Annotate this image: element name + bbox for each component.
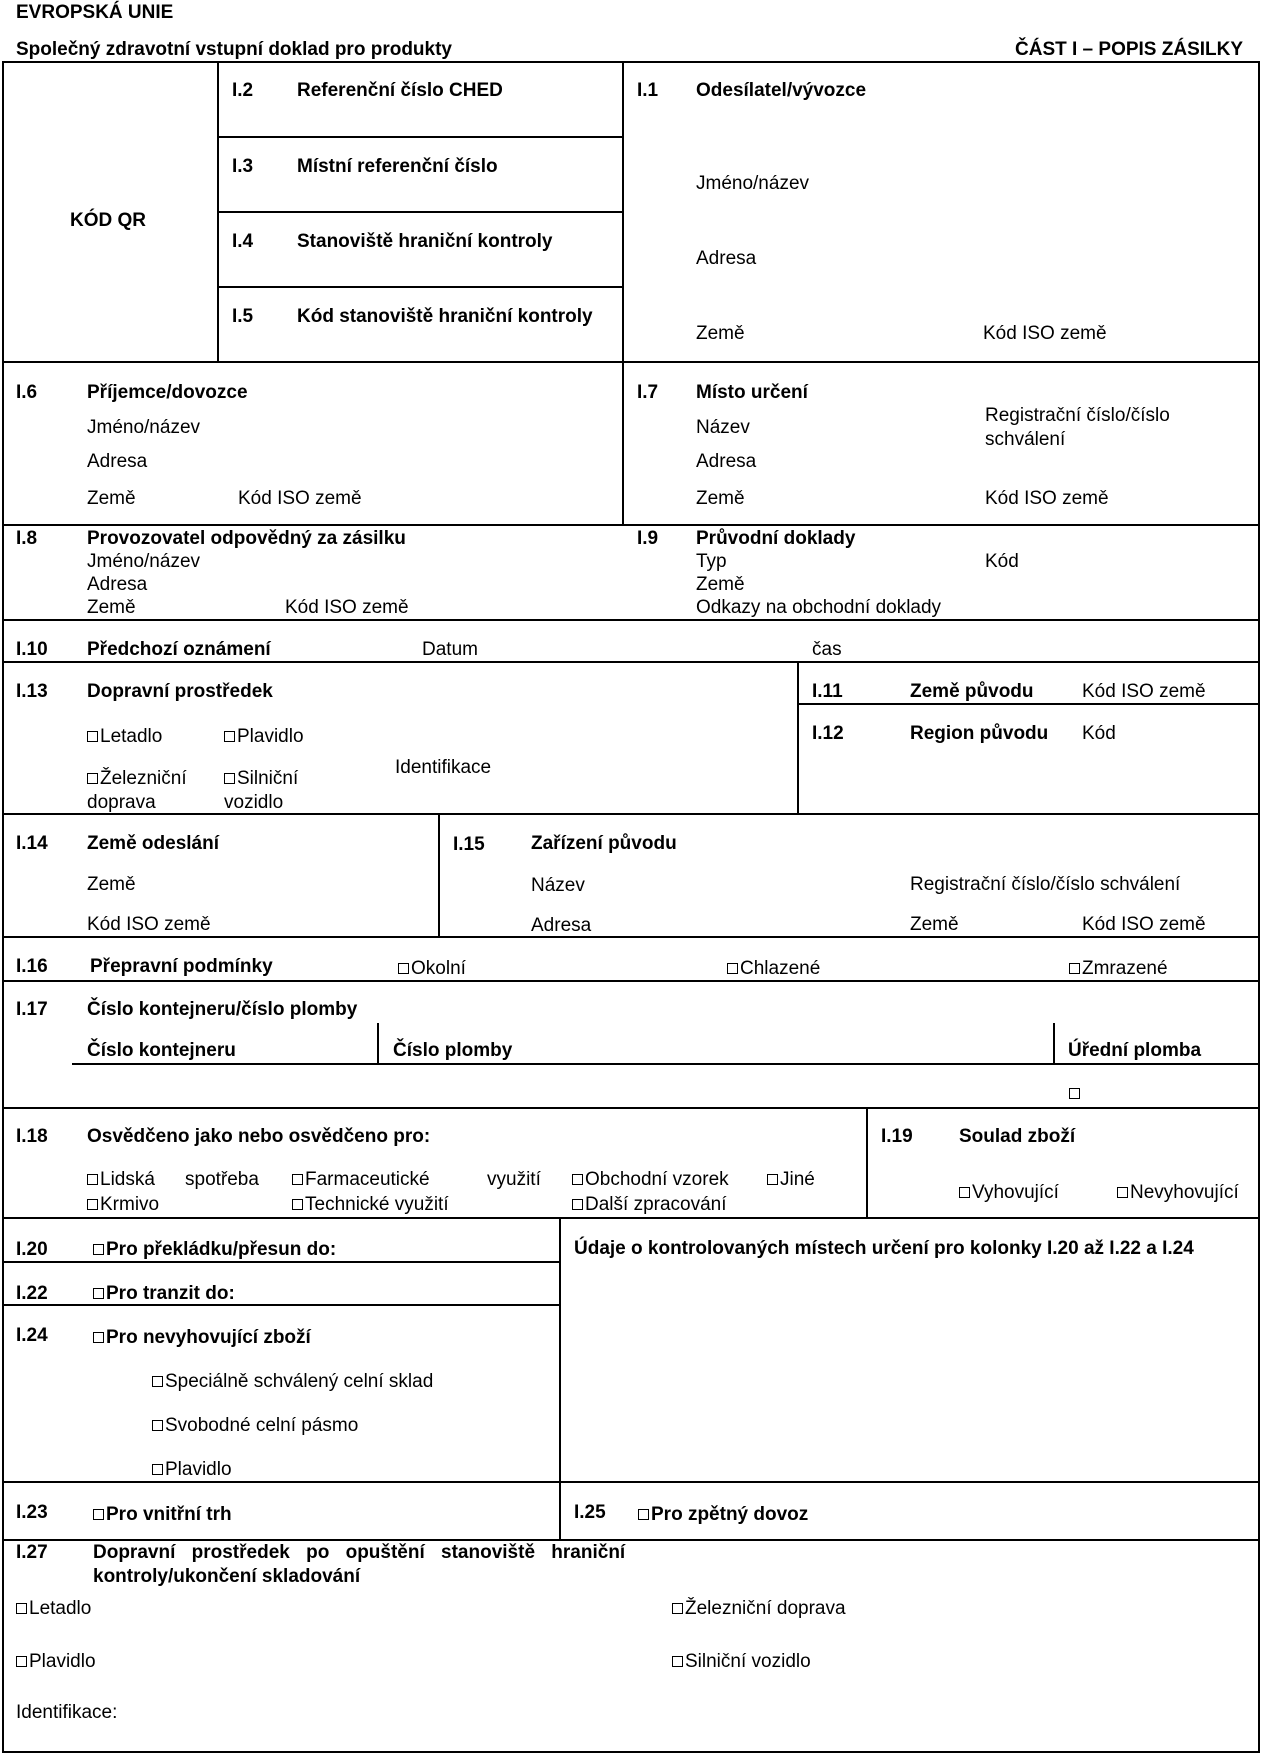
i3-number: I.3 bbox=[232, 156, 254, 177]
i18-number: I.18 bbox=[16, 1126, 48, 1147]
i8-country: Země bbox=[87, 597, 136, 618]
i6-number: I.6 bbox=[16, 382, 38, 403]
divider-row10 bbox=[2, 1481, 1260, 1483]
checkbox-icon[interactable] bbox=[87, 731, 98, 742]
i6-label: Příjemce/dovozce bbox=[87, 382, 248, 403]
i6-name: Jméno/název bbox=[87, 417, 201, 438]
i13-rail-label-2: doprava bbox=[87, 792, 156, 813]
checkbox-icon[interactable] bbox=[93, 1288, 104, 1299]
i16-ambient-label: Okolní bbox=[411, 958, 466, 979]
i14-iso: Kód ISO země bbox=[87, 914, 211, 935]
i19-number: I.19 bbox=[881, 1126, 913, 1147]
i27-rail-label: Železniční doprava bbox=[685, 1598, 846, 1619]
i16-frozen-option[interactable] bbox=[1069, 958, 1168, 980]
i14-country: Země bbox=[87, 874, 136, 895]
i18-human-option[interactable] bbox=[87, 1169, 155, 1191]
divider-row5 bbox=[2, 813, 1260, 815]
i18-technical-option[interactable] bbox=[292, 1194, 449, 1216]
i9-code: Kód bbox=[985, 551, 1019, 572]
checkbox-icon[interactable] bbox=[87, 1199, 98, 1210]
i15-name: Název bbox=[531, 875, 585, 896]
i13-road-label-1: Silniční bbox=[237, 768, 299, 789]
divider-row2 bbox=[2, 524, 1260, 526]
i20-option[interactable] bbox=[93, 1239, 336, 1261]
i24-vessel-label: Plavidlo bbox=[165, 1459, 232, 1480]
i24-freezone-label: Svobodné celní pásmo bbox=[165, 1415, 359, 1436]
i18-label: Osvědčeno jako nebo osvědčeno pro: bbox=[87, 1126, 431, 1147]
i5-label: Kód stanoviště hraniční kontroly bbox=[297, 306, 593, 327]
i7-country: Země bbox=[696, 488, 745, 509]
i18-human-label-a: Lidská bbox=[100, 1169, 155, 1190]
i7-iso: Kód ISO země bbox=[985, 488, 1109, 509]
i7-registration-1: Registrační číslo/číslo bbox=[985, 405, 1170, 426]
i14-number: I.14 bbox=[16, 833, 48, 854]
i17-seal-header: Číslo plomby bbox=[393, 1040, 513, 1061]
divider-i14 bbox=[438, 813, 440, 936]
i27-road-option[interactable] bbox=[672, 1651, 811, 1673]
i9-number: I.9 bbox=[637, 528, 659, 549]
checkbox-icon[interactable] bbox=[1117, 1187, 1128, 1198]
i27-label-2: kontroly/ukončení skladování bbox=[93, 1566, 361, 1587]
i13-vessel-option[interactable] bbox=[224, 726, 304, 748]
i25-label: Pro zpětný dovoz bbox=[651, 1504, 809, 1525]
divider-row7 bbox=[2, 980, 1260, 982]
i2-label: Referenční číslo CHED bbox=[297, 80, 503, 101]
i22-option[interactable] bbox=[93, 1283, 235, 1305]
checkbox-icon[interactable] bbox=[152, 1464, 163, 1475]
i17-container-header: Číslo kontejneru bbox=[87, 1040, 236, 1061]
i10-number: I.10 bbox=[16, 639, 48, 660]
i6-address: Adresa bbox=[87, 451, 148, 472]
checkbox-icon[interactable] bbox=[767, 1174, 778, 1185]
i16-chilled-option[interactable] bbox=[727, 958, 820, 980]
checkbox-icon[interactable] bbox=[638, 1509, 649, 1520]
i18-sample-label: Obchodní vzorek bbox=[585, 1169, 729, 1190]
i8-address: Adresa bbox=[87, 574, 148, 595]
i18-sample-option[interactable] bbox=[572, 1169, 729, 1191]
i16-number: I.16 bbox=[16, 956, 48, 977]
i24-warehouse-option[interactable] bbox=[152, 1371, 433, 1393]
i18-pharma-label-b: využití bbox=[487, 1169, 541, 1190]
i15-iso: Kód ISO země bbox=[1082, 914, 1206, 935]
divider-row3 bbox=[2, 619, 1260, 621]
i7-label: Místo určení bbox=[696, 382, 808, 403]
divider-i11 bbox=[797, 703, 1260, 705]
divider-row8 bbox=[2, 1107, 1260, 1109]
i19-noncompliant-label: Nevyhovující bbox=[1130, 1182, 1239, 1203]
i15-registration: Registrační číslo/číslo schválení bbox=[910, 874, 1181, 895]
i10-date: Datum bbox=[422, 639, 478, 660]
divider-i2 bbox=[217, 136, 622, 138]
checkbox-icon[interactable] bbox=[1069, 1088, 1080, 1099]
i11-label: Země původu bbox=[910, 681, 1034, 702]
border-top bbox=[2, 61, 1260, 63]
i9-country: Země bbox=[696, 574, 745, 595]
i1-country: Země bbox=[696, 323, 745, 344]
i27-aircraft-label: Letadlo bbox=[29, 1598, 92, 1619]
i19-noncompliant-option[interactable] bbox=[1117, 1182, 1239, 1204]
i7-address: Adresa bbox=[696, 451, 757, 472]
i25-number: I.25 bbox=[574, 1502, 606, 1523]
i18-feed-label: Krmivo bbox=[100, 1194, 160, 1215]
i18-technical-label: Technické využití bbox=[305, 1194, 449, 1215]
i10-time: čas bbox=[812, 639, 842, 660]
controlled-destinations-label: Údaje o kontrolovaných místech určení pro kolonky I.20 až I.22 a I.24 bbox=[574, 1238, 1194, 1259]
checkbox-icon[interactable] bbox=[727, 963, 738, 974]
i25-option[interactable] bbox=[638, 1504, 808, 1526]
i13-aircraft-label: Letadlo bbox=[100, 726, 163, 747]
i7-registration-2: schválení bbox=[985, 429, 1066, 450]
divider-i20 bbox=[2, 1261, 559, 1263]
checkbox-icon[interactable] bbox=[572, 1199, 583, 1210]
i24-freezone-option[interactable] bbox=[152, 1415, 358, 1437]
i13-vessel-label: Plavidlo bbox=[237, 726, 304, 747]
checkbox-icon[interactable] bbox=[93, 1509, 104, 1520]
i27-identification: Identifikace: bbox=[16, 1702, 118, 1723]
i1-iso: Kód ISO země bbox=[983, 323, 1107, 344]
i9-type: Typ bbox=[696, 551, 727, 572]
i24-label: Pro nevyhovující zboží bbox=[106, 1327, 311, 1348]
i22-label: Pro tranzit do: bbox=[106, 1283, 235, 1304]
part-title: ČÁST I – POPIS ZÁSILKY bbox=[1015, 39, 1244, 60]
divider-i4 bbox=[217, 286, 622, 288]
i24-option[interactable] bbox=[93, 1327, 311, 1349]
i27-road-label: Silniční vozidlo bbox=[685, 1651, 811, 1672]
i8-name: Jméno/název bbox=[87, 551, 201, 572]
i13-number: I.13 bbox=[16, 681, 48, 702]
i19-compliant-option[interactable] bbox=[959, 1182, 1059, 1204]
i10-label: Předchozí oznámení bbox=[87, 639, 271, 660]
i4-number: I.4 bbox=[232, 231, 254, 252]
i17-official-seal-header: Úřední plomba bbox=[1068, 1040, 1202, 1061]
i18-processing-label: Další zpracování bbox=[585, 1194, 727, 1215]
checkbox-icon[interactable] bbox=[87, 773, 98, 784]
border-left bbox=[2, 61, 4, 1753]
checkbox-icon[interactable] bbox=[93, 1332, 104, 1343]
i27-vessel-label: Plavidlo bbox=[29, 1651, 96, 1672]
i5-number: I.5 bbox=[232, 306, 254, 327]
i16-frozen-label: Zmrazené bbox=[1082, 958, 1168, 979]
checkbox-icon[interactable] bbox=[16, 1603, 27, 1614]
i22-number: I.22 bbox=[16, 1283, 48, 1304]
i11-number: I.11 bbox=[812, 681, 843, 702]
checkbox-icon[interactable] bbox=[572, 1174, 583, 1185]
divider-row1 bbox=[2, 361, 1260, 363]
i18-pharma-label-a: Farmaceutické bbox=[305, 1169, 430, 1190]
i12-number: I.12 bbox=[812, 723, 844, 744]
checkbox-icon[interactable] bbox=[292, 1199, 303, 1210]
i14-label: Země odeslání bbox=[87, 833, 219, 854]
i27-rail-option[interactable] bbox=[672, 1598, 846, 1620]
checkbox-icon[interactable] bbox=[398, 963, 409, 974]
i1-number: I.1 bbox=[637, 80, 659, 101]
divider-col-mid-top bbox=[622, 61, 624, 524]
i15-number: I.15 bbox=[453, 834, 485, 855]
i9-label: Průvodní doklady bbox=[696, 528, 856, 549]
i13-rail-option[interactable] bbox=[87, 768, 187, 790]
i17-official-seal-option[interactable] bbox=[1069, 1083, 1082, 1105]
i15-address: Adresa bbox=[531, 915, 592, 936]
i16-ambient-option[interactable] bbox=[398, 958, 466, 980]
i18-feed-option[interactable] bbox=[87, 1194, 159, 1216]
i20-number: I.20 bbox=[16, 1239, 48, 1260]
checkbox-icon[interactable] bbox=[1069, 963, 1080, 974]
i1-label: Odesílatel/vývozce bbox=[696, 80, 867, 101]
i12-code: Kód bbox=[1082, 723, 1116, 744]
divider-i20-col bbox=[559, 1217, 561, 1539]
divider-row6 bbox=[2, 936, 1260, 938]
divider-i17-header bbox=[72, 1063, 1260, 1065]
i13-identification: Identifikace bbox=[395, 757, 492, 778]
i23-option[interactable] bbox=[93, 1504, 232, 1526]
i27-number: I.27 bbox=[16, 1542, 48, 1563]
divider-row4 bbox=[2, 661, 1260, 663]
i13-road-label-2: vozidlo bbox=[224, 792, 284, 813]
i19-label: Soulad zboží bbox=[959, 1126, 1076, 1147]
i13-rail-label-1: Železniční bbox=[100, 768, 187, 789]
divider-i3 bbox=[217, 211, 622, 213]
i15-country: Země bbox=[910, 914, 959, 935]
i24-warehouse-label: Speciálně schválený celní sklad bbox=[165, 1371, 434, 1392]
document-title: Společný zdravotní vstupní doklad pro produkty bbox=[16, 39, 452, 60]
i1-address: Adresa bbox=[696, 248, 757, 269]
i23-label: Pro vnitřní trh bbox=[106, 1504, 232, 1525]
divider-i13 bbox=[797, 661, 799, 813]
i2-number: I.2 bbox=[232, 80, 254, 101]
checkbox-icon[interactable] bbox=[93, 1244, 104, 1255]
divider-row9 bbox=[2, 1217, 1260, 1219]
checkbox-icon[interactable] bbox=[292, 1174, 303, 1185]
i27-vessel-option[interactable] bbox=[16, 1651, 96, 1673]
border-bottom bbox=[2, 1751, 1260, 1753]
checkbox-icon[interactable] bbox=[672, 1603, 683, 1614]
checkbox-icon[interactable] bbox=[224, 731, 235, 742]
checkbox-icon[interactable] bbox=[672, 1656, 683, 1667]
checkbox-icon[interactable] bbox=[87, 1174, 98, 1185]
i13-label: Dopravní prostředek bbox=[87, 681, 273, 702]
i1-name: Jméno/název bbox=[696, 173, 810, 194]
i24-vessel-option[interactable] bbox=[152, 1459, 232, 1481]
i7-number: I.7 bbox=[637, 382, 659, 403]
i7-name: Název bbox=[696, 417, 750, 438]
i11-iso: Kód ISO země bbox=[1082, 681, 1206, 702]
i16-chilled-label: Chlazené bbox=[740, 958, 821, 979]
checkbox-icon[interactable] bbox=[152, 1420, 163, 1431]
i27-label-1: Dopravní prostředek po opuštění stanoviště hraniční bbox=[93, 1542, 626, 1563]
divider-i17-a bbox=[377, 1023, 379, 1063]
i16-label: Přepravní podmínky bbox=[90, 956, 273, 977]
i6-country: Země bbox=[87, 488, 136, 509]
i27-aircraft-option[interactable] bbox=[16, 1598, 91, 1620]
divider-row11 bbox=[2, 1539, 1260, 1541]
checkbox-icon[interactable] bbox=[152, 1376, 163, 1387]
i18-processing-option[interactable] bbox=[572, 1194, 727, 1216]
i8-label: Provozovatel odpovědný za zásilku bbox=[87, 528, 406, 549]
i13-road-option[interactable] bbox=[224, 768, 298, 790]
i9-references: Odkazy na obchodní doklady bbox=[696, 597, 942, 618]
i20-label: Pro překládku/přesun do: bbox=[106, 1239, 337, 1260]
i18-human-label-b: spotřeba bbox=[185, 1169, 259, 1190]
i15-label: Zařízení původu bbox=[531, 833, 677, 854]
i18-other-label: Jiné bbox=[780, 1169, 815, 1190]
checkbox-icon[interactable] bbox=[224, 773, 235, 784]
i3-label: Místní referenční číslo bbox=[297, 156, 498, 177]
i13-aircraft-option[interactable] bbox=[87, 726, 162, 748]
checkbox-icon[interactable] bbox=[16, 1656, 27, 1667]
i8-number: I.8 bbox=[16, 528, 38, 549]
border-right bbox=[1258, 61, 1260, 1753]
i6-iso: Kód ISO země bbox=[238, 488, 362, 509]
union-title: EVROPSKÁ UNIE bbox=[16, 2, 174, 23]
i12-label: Region původu bbox=[910, 723, 1049, 744]
i4-label: Stanoviště hraniční kontroly bbox=[297, 231, 553, 252]
i18-pharma-option[interactable] bbox=[292, 1169, 430, 1191]
i24-number: I.24 bbox=[16, 1325, 48, 1346]
i17-number: I.17 bbox=[16, 999, 48, 1020]
qr-code-label: KÓD QR bbox=[70, 210, 146, 231]
divider-i17-b bbox=[1053, 1023, 1055, 1063]
i8-iso: Kód ISO země bbox=[285, 597, 409, 618]
divider-i18 bbox=[866, 1107, 868, 1217]
divider-qr bbox=[217, 61, 219, 361]
i18-other-option[interactable] bbox=[767, 1169, 815, 1191]
i23-number: I.23 bbox=[16, 1502, 48, 1523]
divider-i22 bbox=[2, 1304, 559, 1306]
checkbox-icon[interactable] bbox=[959, 1187, 970, 1198]
i17-label: Číslo kontejneru/číslo plomby bbox=[87, 999, 358, 1020]
i19-compliant-label: Vyhovující bbox=[972, 1182, 1059, 1203]
